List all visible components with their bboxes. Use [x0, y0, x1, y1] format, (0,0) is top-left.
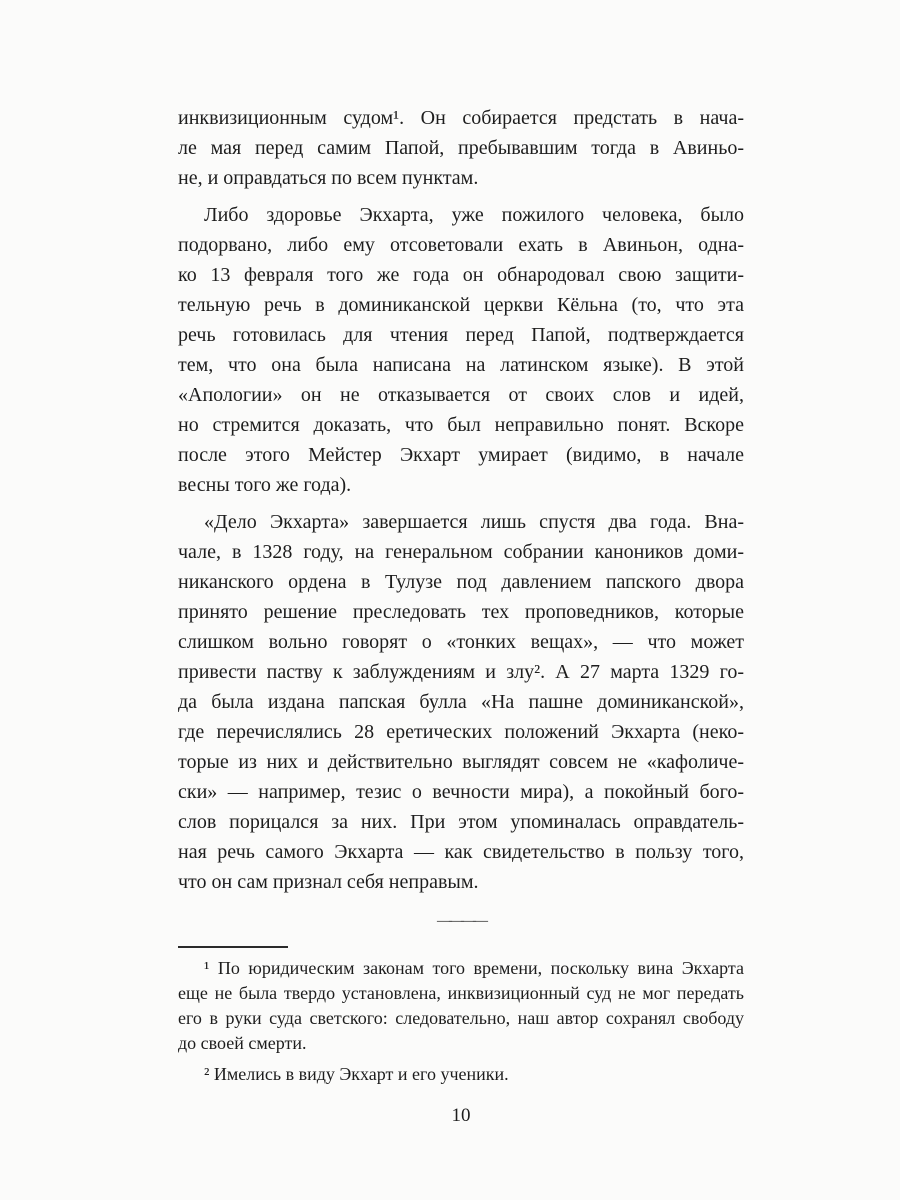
text-line: речь готовилась для чтения перед Папой, подтверждается	[178, 324, 744, 346]
text-line: после этого Мейстер Экхарт умирает (видимо, в начале	[178, 444, 744, 466]
body-paragraph	[178, 103, 744, 193]
text-line: не, и оправдаться по всем пунктам.	[178, 167, 479, 189]
main-text-block	[178, 103, 744, 897]
text-line: что он сам признал себя неправым.	[178, 871, 479, 893]
text-line: тем, что она была написана на латинском языке). В этой	[178, 354, 744, 376]
text-line: слов порицался за них. При этом упоминалась оправдатель-	[178, 811, 744, 833]
text-line: его в руки суда светского: следовательно, наш автор сохранял свободу	[178, 1008, 744, 1028]
text-line: весны того же года).	[178, 474, 352, 496]
text-line: тельную речь в доминиканской церкви Кёльна (то, что эта	[178, 294, 744, 316]
text-line: да была издана папская булла «На пашне доминиканской»,	[178, 691, 744, 713]
text-line: еще не была твердо установлена, инквизиционный суд не мог передать	[178, 983, 744, 1003]
text-line: никанского ордена в Тулузе под давлением папского двора	[178, 571, 744, 593]
text-line: принято решение преследовать тех проповедников, которые	[178, 601, 744, 623]
text-line: ски» — например, тезис о вечности мира), а покойный бого-	[178, 781, 744, 803]
page-number: 10	[451, 1105, 471, 1126]
footnotes-block	[178, 956, 744, 1087]
text-line: до своей смерти.	[178, 1033, 307, 1053]
text-line: где перечислялись 28 еретических положений Экхарта (неко-	[178, 721, 744, 743]
text-line: ² Имелись в виду Экхарт и его ученики.	[204, 1064, 509, 1084]
text-line: чале, в 1328 году, на генеральном собрании каноников доми-	[178, 541, 744, 563]
footnote-separator-rule	[178, 946, 288, 948]
text-line: Либо здоровье Экхарта, уже пожилого человека, было	[204, 204, 744, 226]
text-line: ле мая перед самим Папой, пребывавшим тогда в Авиньо-	[178, 137, 744, 159]
text-line: слишком вольно говорят о «тонких вещах», — что может	[178, 631, 744, 653]
section-divider: ————	[437, 913, 485, 929]
text-line: ¹ По юридическим законам того времени, поскольку вина Экхарта	[204, 958, 744, 978]
text-line: «Дело Экхарта» завершается лишь спустя два года. Вна-	[204, 511, 744, 533]
text-line: инквизиционным судом¹. Он собирается предстать в нача-	[178, 107, 744, 129]
text-line: ко 13 февраля того же года он обнародовал свою защити-	[178, 264, 744, 286]
footnote	[178, 1062, 744, 1087]
text-line: «Апологии» он не отказывается от своих слов и идей,	[178, 384, 744, 406]
text-line: подорвано, либо ему отсоветовали ехать в Авиньон, одна-	[178, 234, 744, 256]
text-line: ная речь самого Экхарта — как свидетельство в пользу того,	[178, 841, 744, 863]
footnote	[178, 956, 744, 1056]
text-line: привести паству к заблуждениям и злу². А 27 марта 1329 го-	[178, 661, 744, 683]
body-paragraph	[178, 507, 744, 897]
text-line: но стремится доказать, что был неправильно понят. Вскоре	[178, 414, 744, 436]
body-paragraph	[178, 200, 744, 500]
text-line: торые из них и действительно выглядят совсем не «кафоличе-	[178, 751, 744, 773]
